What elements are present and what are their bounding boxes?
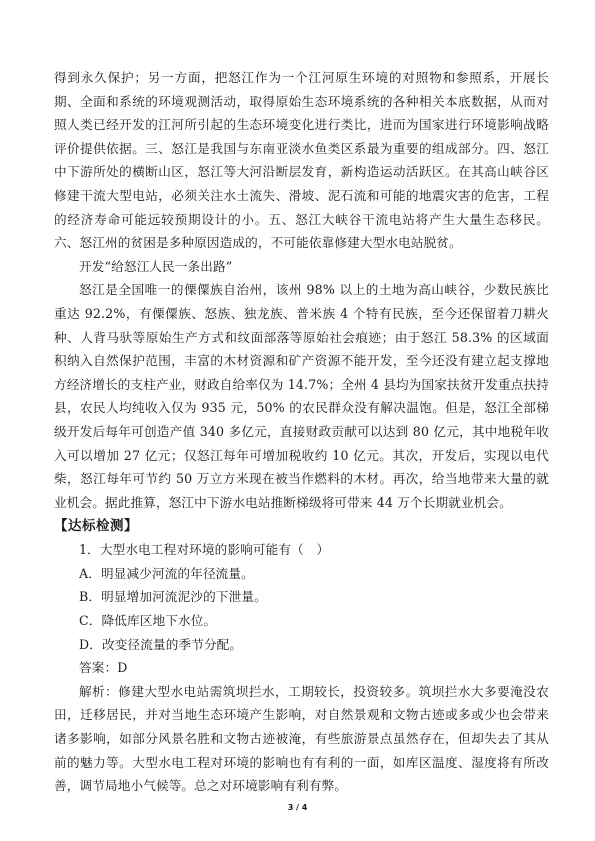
question-stem: 1．大型水电工程对环境的影响可能有（ ） (79, 542, 330, 558)
paragraph-development: 怒江是全国唯一的傈僳族自治州，该州 98% 以上的土地为高山峡谷，少数民族比重达 92.2%，有傈僳族、怒族、独龙族、普米族 4 个特有民族，至今还保留着刀耕火种、人背马驮等原始生产方式和纹面部落等原始社会痕迹；由于怒江 58.3% 的区域面积纳入自然保护范围，丰富的木材资源和矿产资源不能开发，至今还没有建立起支撑地方经济增长的支柱产业，财政自给率仅为 14.7%；全州 4 县均为国家扶贫开发重点扶持县，农民人均纯收入仅为 935 元，50% 的农民群众没有解决温饱。但是，怒江全部梯级开发后每年可创造产值 340 多亿元，直接财政贡献可以达到 80 亿元，其中地税年收入可以增加 27 亿元；仅怒江每年可增加税收约 10 亿元。其次，开发后，实现以电代柴，怒江每年可节约 50 万立方米现在被当作燃料的木材。再次，给当地带来大量的就业机会。据此推算，怒江中下游水电站推断梯级将可带来 44 万个长期就业机会。 (54, 282, 549, 510)
section-heading: 【达标检测】 (54, 518, 138, 535)
paragraph-subtitle: 开发“给怒江人民一条出路” (79, 258, 233, 274)
option-a: A．明显减少河流的年径流量。 (79, 565, 254, 581)
document-body (54, 66, 549, 798)
answer-line: 答案：D (79, 660, 128, 676)
analysis-paragraph: 解析：修建大型水电站需筑坝拦水，工期较长，投资较多。筑坝拦水大多要淹没农田，迁移居民，并对当地生态环境产生影响，对自然景观和文物古迹或多或少也会带来诸多影响，如部分风景名胜和文物古迹被淹，有些旅游景点虽然存在，但却失去了其从前的魅力等。大型水电工程对环境的影响也有有利的一面，如库区温度、湿度将有所改善，调节局地小气候等。总之对环境影响有利有弊。 (54, 683, 549, 794)
paragraph-intro: 得到永久保护；另一方面，把怒江作为一个江河原生环境的对照物和参照系，开展长期、全面和系统的环境观测活动，取得原始生态环境系统的各种相关本底数据，从而对照人类已经开发的江河所引起的生态环境变化进行类比，进而为国家进行环境影响战略评价提供依据。三、怒江是我国与东南亚淡水鱼类区系最为重要的组成部分。四、怒江中下游所处的横断山区，怒江等大河沿断层发育，新构造运动活跃区。在其高山峡谷区修建干流大型电站，必须关注水土流失、滑坡、泥石流和可能的地震灾害的危害，工程的经济寿命可能远较预期设计的小。五、怒江大峡谷干流电站将产生大量生态移民。六、怒江州的贫困是多种原因造成的，不可能依靠修建大型水电站脱贫。 (54, 70, 549, 251)
option-d: D．改变径流量的季节分配。 (79, 636, 243, 652)
option-c: C．降低库区地下水位。 (79, 613, 217, 629)
option-b: B．明显增加河流泥沙的下泄量。 (79, 589, 267, 605)
page-number: 3 / 4 (287, 803, 308, 812)
